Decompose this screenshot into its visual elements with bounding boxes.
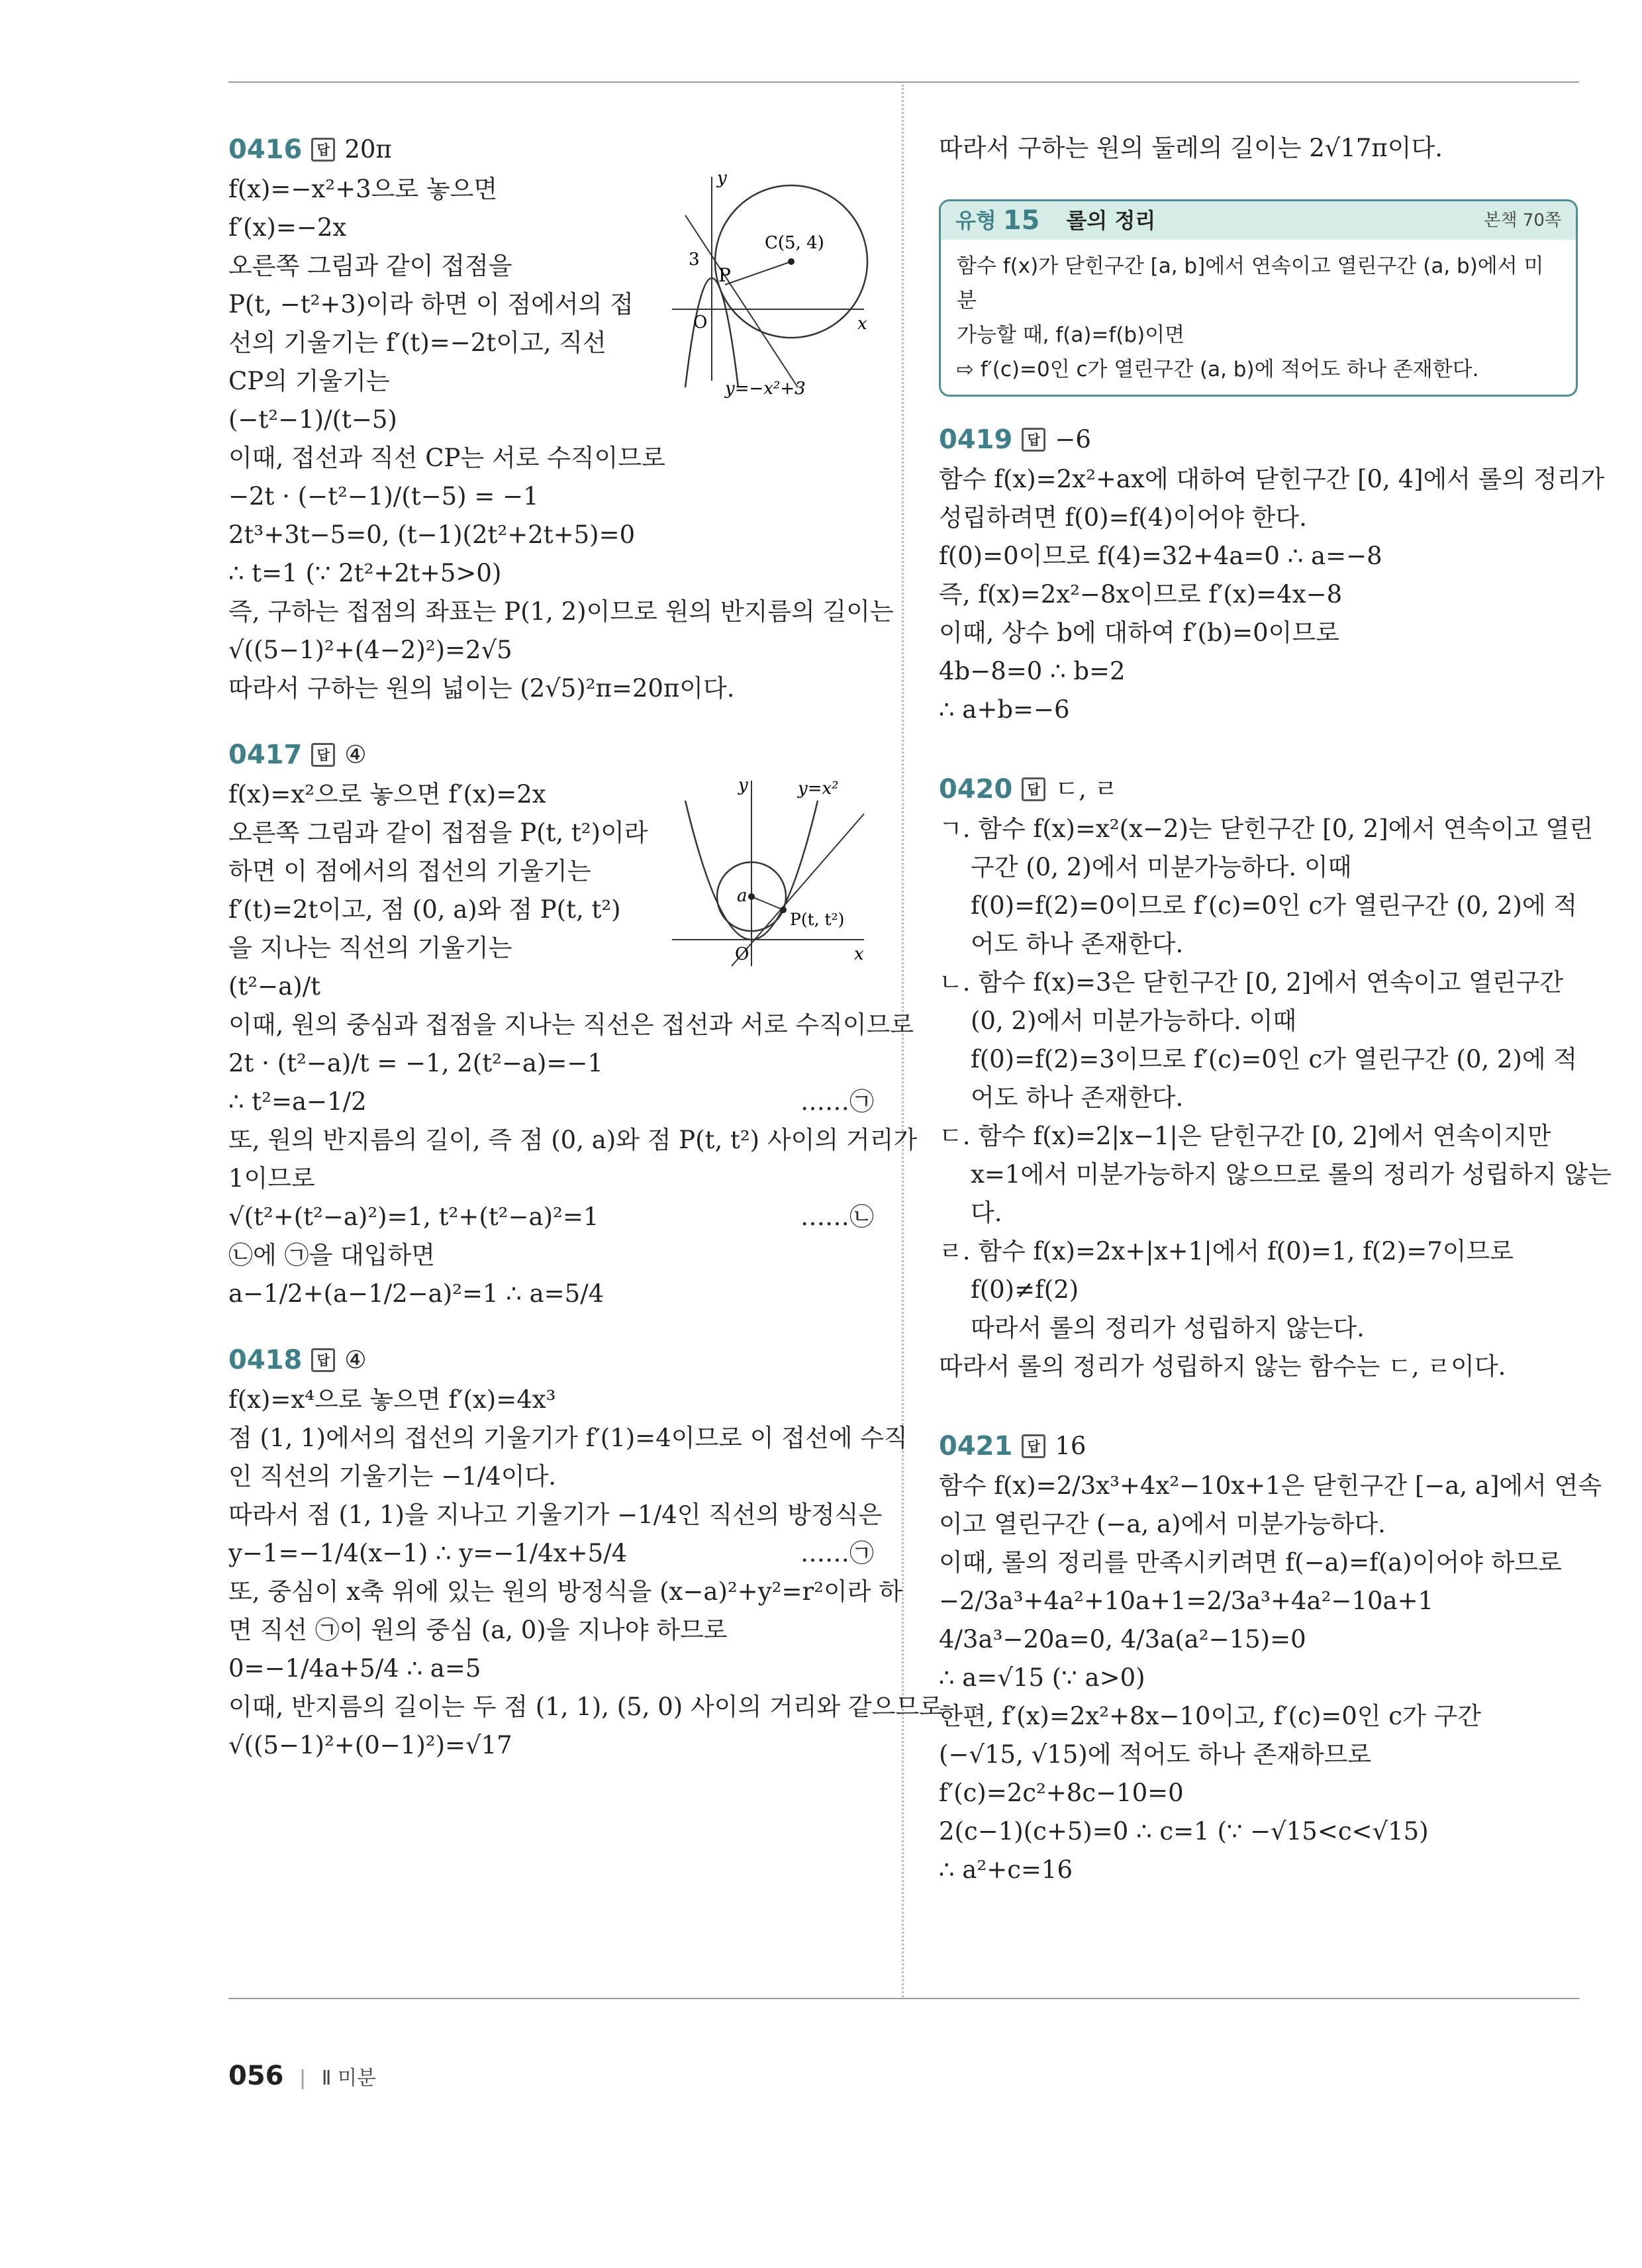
solution-line: 즉, f(x)=2x²−8x이므로 f′(x)=4x−8 (939, 580, 1343, 609)
answer-icon: 답 (311, 1348, 335, 1372)
solution-line: x=1에서 미분가능하지 않으므로 롤의 정리가 성립하지 않는 (971, 1160, 1612, 1189)
solution-line: f′(t)=2t이고, 점 (0, a)와 점 P(t, t²) (228, 895, 621, 924)
answer-value: ㄷ, ㄹ (1055, 775, 1118, 803)
solution-line: f(0)=0이므로 f(4)=32+4a=0 ∴ a=−8 (939, 542, 1382, 570)
type-number: 15 (1002, 205, 1040, 236)
figure-0416 (665, 169, 877, 407)
solution-line: f(0)≠f(2) (971, 1275, 1079, 1304)
solution-line: f(0)=f(2)=0이므로 f′(c)=0인 c가 열린구간 (0, 2)에 적 (971, 891, 1578, 920)
solution-line: CP의 기울기는 (228, 367, 390, 395)
x-axis-label: x (854, 944, 864, 964)
solution-line (228, 1534, 874, 1573)
solution-line: 또, 원의 반지름의 길이, 즉 점 (0, a)와 점 P(t, t²) 사이의 거리가 (228, 1126, 918, 1154)
solution-line: 따라서 롤의 정리가 성립하지 않는다. (971, 1314, 1365, 1342)
type-line: 가능할 때, f(a)=f(b)이면 (957, 323, 1185, 347)
problem-number: 0420 (939, 774, 1013, 805)
solution-line: f(0)=f(2)=3이므로 f′(c)=0인 c가 열린구간 (0, 2)에 적 (971, 1045, 1578, 1073)
solution-line: −2/3a³+4a²+10a+1=2/3a³+4a²−10a+1 (939, 1587, 1434, 1615)
type-title: 롤의 정리 (1066, 208, 1156, 233)
solution-line: ∴ t=1 (∵ 2t²+2t+5>0) (228, 559, 502, 587)
top-rule (228, 81, 1579, 83)
solution-line: P(t, −t²+3)이라 하면 이 점에서의 접 (228, 290, 634, 319)
y-axis-label: y (738, 775, 748, 795)
solution-line: 성립하려면 f(0)=f(4)이어야 한다. (939, 503, 1307, 532)
solution-line: ㄷ. 함수 f(x)=2|x−1|은 닫힌구간 [0, 2]에서 연속이지만 (939, 1122, 1551, 1150)
equation-mark: ……㉠ (800, 1087, 874, 1116)
solution-line (228, 1198, 874, 1236)
problem-0417 (228, 734, 918, 1313)
problem-0418 (228, 1340, 943, 1765)
problem-header (939, 419, 1578, 460)
solution-line: 따라서 롤의 정리가 성립하지 않는 함수는 ㄷ, ㄹ이다. (939, 1352, 1506, 1381)
problem-header (228, 129, 874, 170)
problem-number: 0419 (939, 424, 1013, 455)
solution-line: 이고 열린구간 (−a, a)에서 미분가능하다. (939, 1510, 1386, 1538)
problem-0419 (939, 419, 1605, 729)
problem-number: 0416 (228, 134, 303, 165)
problem-header (939, 1426, 1578, 1467)
solution-line: 을 지나는 직선의 기울기는 (228, 934, 512, 962)
solution-line: ∴ a+b=−6 (939, 695, 1070, 724)
type-15-box (939, 199, 1578, 397)
solution-line (228, 1083, 874, 1121)
origin-label: O (735, 944, 749, 964)
chapter-title: Ⅱ 미분 (321, 2067, 376, 2090)
solution-line: (−t²−1)/(t−5) (228, 405, 397, 434)
answer-icon: 답 (311, 743, 335, 767)
answer-value: 20π (344, 135, 392, 164)
page-footer (228, 2061, 376, 2091)
problem-0416 (228, 129, 894, 708)
solution-line: 함수 f(x)=2x²+ax에 대하여 닫힌구간 [0, 4]에서 롤의 정리가 (939, 465, 1605, 493)
left-column (228, 129, 943, 1791)
type-line: 함수 f(x)가 닫힌구간 [a, b]에서 연속이고 열린구간 (a, b)에서 미분 (957, 254, 1544, 313)
solution-line: ㄱ. 함수 f(x)=x²(x−2)는 닫힌구간 [0, 2]에서 연속이고 열린 (939, 814, 1594, 843)
page-number: 056 (228, 2061, 284, 2091)
solution-line: 1이므로 (228, 1164, 315, 1193)
center-label: a (737, 886, 748, 906)
type-page-ref: 본책 70쪽 (1484, 211, 1561, 230)
solution-line: (0, 2)에서 미분가능하다. 이때 (971, 1007, 1297, 1035)
curve-label: y=−x²+3 (725, 379, 806, 399)
solution-line: 이때, 접선과 직선 CP는 서로 수직이므로 (228, 444, 665, 472)
solution-line: −2t · (−t²−1)/(t−5) = −1 (228, 482, 539, 511)
point-p-label: P (718, 264, 731, 286)
right-column (939, 129, 1612, 1916)
solution-line: 함수 f(x)=2/3x³+4x²−10x+1은 닫힌구간 [−a, a]에서 연속 (939, 1471, 1602, 1500)
solution-line: 구간 (0, 2)에서 미분가능하다. 이때 (971, 853, 1352, 881)
solution-line: ㄹ. 함수 f(x)=2x+|x+1|에서 f(0)=1, f(2)=7이므로 (939, 1237, 1514, 1265)
solution-line: 다. (971, 1199, 1002, 1227)
solution-line: 하면 이 점에서의 접선의 기울기는 (228, 857, 591, 885)
solution-line: ㉡에 ㉠을 대입하면 (228, 1241, 435, 1269)
solution-line: √((5−1)²+(4−2)²)=2√5 (228, 636, 512, 664)
solution-line: 또, 중심이 x축 위에 있는 원의 방정식을 (x−a)²+y²=r²이라 하 (228, 1577, 902, 1606)
solution-line: 이때, 롤의 정리를 만족시키려면 f(−a)=f(a)이어야 하므로 (939, 1548, 1562, 1577)
answer-icon: 답 (1022, 777, 1045, 801)
radius-cp (725, 262, 791, 285)
answer-value: −6 (1055, 425, 1091, 454)
footer-separator: | (299, 2067, 307, 2090)
solution-line: 어도 하나 존재한다. (971, 930, 1184, 958)
bottom-rule (228, 1998, 1579, 1999)
solution-line: 선의 기울기는 f′(t)=−2t이고, 직선 (228, 328, 606, 357)
point-p (780, 907, 787, 913)
solution-line: 점 (1, 1)에서의 접선의 기울기가 f′(1)=4이므로 이 접선에 수직 (228, 1424, 908, 1452)
problem-number: 0418 (228, 1345, 303, 1375)
problem-header (228, 734, 874, 775)
type-header (941, 201, 1576, 240)
solution-line: ∴ a²+c=16 (939, 1855, 1073, 1884)
solution-line: 4/3a³−20a=0, 4/3a(a²−15)=0 (939, 1625, 1306, 1653)
solution-line: f′(c)=2c²+8c−10=0 (939, 1779, 1184, 1807)
type-body (941, 240, 1576, 395)
solution-line: f(x)=x²으로 놓으면 f′(x)=2x (228, 780, 546, 809)
point-c-label: C(5, 4) (765, 233, 824, 253)
figure-0417 (665, 774, 877, 973)
solution-line: f(x)=x⁴으로 놓으면 f′(x)=4x³ (228, 1385, 556, 1414)
problem-0420 (939, 769, 1612, 1386)
solution-line: f′(x)=−2x (228, 213, 347, 242)
point-p-label: P(t, t²) (790, 910, 845, 929)
solution-line: 0=−1/4a+5/4 ∴ a=5 (228, 1654, 481, 1683)
problem-header (939, 769, 1578, 810)
solution-line: 이때, 반지름의 길이는 두 점 (1, 1), (5, 0) 사이의 거리와 같으므로 (228, 1693, 943, 1721)
solution-line: 2t · (t²−a)/t = −1, 2(t²−a)=−1 (228, 1049, 603, 1077)
answer-icon: 답 (1022, 428, 1045, 452)
solution-line: √((5−1)²+(0−1)²)=√17 (228, 1731, 512, 1759)
center-point (748, 893, 755, 900)
solution-line: 따라서 점 (1, 1)을 지나고 기울기가 −1/4인 직선의 방정식은 (228, 1501, 883, 1529)
solution-line: 어도 하나 존재한다. (971, 1083, 1184, 1112)
equation-text: √(t²+(t²−a)²)=1, t²+(t²−a)²=1 (228, 1203, 599, 1231)
solution-line: (t²−a)/t (228, 972, 320, 1001)
equation-mark: ……㉡ (800, 1203, 874, 1231)
solution-line: 이때, 상수 b에 대하여 f′(b)=0이므로 (939, 618, 1339, 647)
problem-number: 0417 (228, 740, 303, 770)
equation-text: y−1=−1/4(x−1) ∴ y=−1/4x+5/4 (228, 1539, 628, 1567)
solution-line: 오른쪽 그림과 같이 접점을 P(t, t²)이라 (228, 818, 648, 847)
solution-line: 따라서 구하는 원의 넓이는 (2√5)²π=20π이다. (228, 674, 735, 703)
solution-line: 한편, f′(x)=2x²+8x−10이고, f′(c)=0인 c가 구간 (939, 1702, 1482, 1730)
solution-line: (−√15, √15)에 적어도 하나 존재하므로 (939, 1740, 1372, 1769)
type-label: 유형 (955, 208, 996, 233)
solution-line: 즉, 구하는 접점의 좌표는 P(1, 2)이므로 원의 반지름의 길이는 (228, 597, 894, 626)
solution-line: 2t³+3t−5=0, (t−1)(2t²+2t+5)=0 (228, 520, 636, 549)
type-line: ⇨ f′(c)=0인 c가 열린구간 (a, b)에 적어도 하나 존재한다. (957, 358, 1479, 381)
equation-mark: ……㉠ (800, 1539, 874, 1567)
answer-value: ④ (344, 1346, 367, 1374)
problem-number: 0421 (939, 1431, 1013, 1461)
origin-label: O (693, 313, 708, 332)
problem-0421 (939, 1426, 1602, 1889)
equation-text: ∴ t²=a−1/2 (228, 1087, 367, 1116)
x-axis-label: x (857, 314, 867, 334)
answer-value: ④ (344, 740, 367, 769)
solution-line: 이때, 원의 중심과 접점을 지나는 직선은 접선과 서로 수직이므로 (228, 1011, 914, 1039)
y-axis-label: y (717, 169, 727, 188)
solution-line: 2(c−1)(c+5)=0 ∴ c=1 (∵ −√15<c<√15) (939, 1817, 1429, 1846)
answer-icon: 답 (311, 138, 335, 162)
solution-line: a−1/2+(a−1/2−a)²=1 ∴ a=5/4 (228, 1279, 604, 1308)
solution-line: ∴ a=√15 (∵ a>0) (939, 1663, 1145, 1692)
solution-line: f(x)=−x²+3으로 놓으면 (228, 175, 498, 203)
problem-header (228, 1340, 874, 1381)
solution-line: 4b−8=0 ∴ b=2 (939, 657, 1126, 685)
solution-line: 면 직선 ㉠이 원의 중심 (a, 0)을 지나야 하므로 (228, 1616, 728, 1644)
solution-line: 오른쪽 그림과 같이 접점을 (228, 252, 512, 280)
center-point (788, 258, 795, 265)
answer-value: 16 (1055, 1432, 1087, 1460)
answer-icon: 답 (1022, 1434, 1045, 1458)
continued-line: 따라서 구하는 원의 둘레의 길이는 2√17π이다. (939, 134, 1443, 162)
solution-line: ㄴ. 함수 f(x)=3은 닫힌구간 [0, 2]에서 연속이고 열린구간 (939, 968, 1564, 997)
solution-line: 인 직선의 기울기는 −1/4이다. (228, 1462, 557, 1491)
radius-line (751, 897, 783, 910)
y-intercept-label: 3 (689, 250, 700, 270)
curve-label: y=x² (798, 779, 839, 799)
